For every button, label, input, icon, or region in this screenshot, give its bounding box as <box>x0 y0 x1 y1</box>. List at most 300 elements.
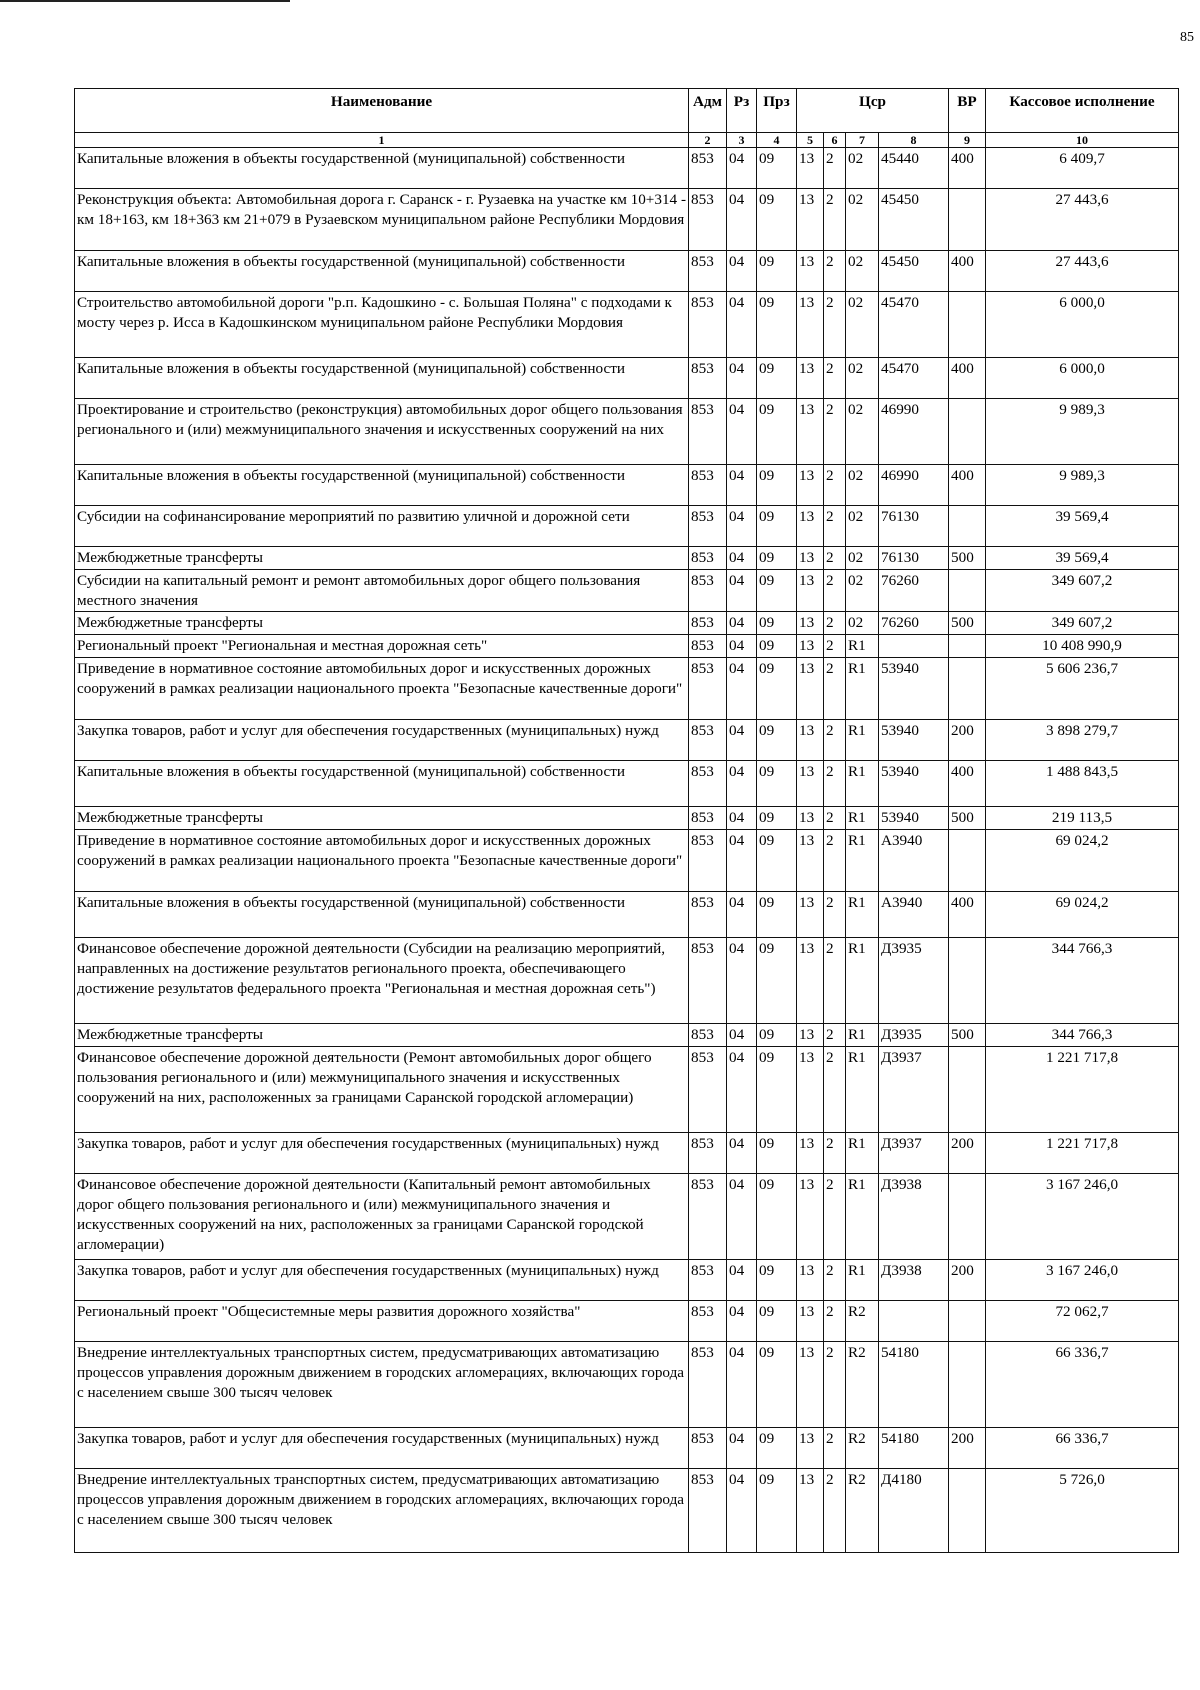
row-rz: 04 <box>727 189 757 251</box>
row-csr-direction: 76130 <box>879 547 949 570</box>
table-row <box>75 1133 1179 1174</box>
row-amount: 344 766,3 <box>986 1024 1179 1047</box>
row-csr-subprogram: 2 <box>824 189 846 251</box>
row-vr: 500 <box>949 807 986 830</box>
row-rz: 04 <box>727 1174 757 1260</box>
row-prz: 09 <box>757 830 797 892</box>
row-csr-subprogram: 2 <box>824 1342 846 1428</box>
header-vr: ВР <box>949 89 986 133</box>
row-amount: 72 062,7 <box>986 1301 1179 1342</box>
row-prz: 09 <box>757 547 797 570</box>
row-csr-program: 13 <box>797 720 824 761</box>
row-csr-subprogram: 2 <box>824 761 846 807</box>
row-rz: 04 <box>727 1342 757 1428</box>
row-rz: 04 <box>727 547 757 570</box>
row-rz: 04 <box>727 807 757 830</box>
row-vr <box>949 292 986 358</box>
row-adm: 853 <box>689 720 727 761</box>
row-csr-program: 13 <box>797 506 824 547</box>
row-amount: 3 898 279,7 <box>986 720 1179 761</box>
row-prz: 09 <box>757 1024 797 1047</box>
row-vr: 400 <box>949 892 986 938</box>
table-row <box>75 938 1179 1024</box>
row-csr-subprogram: 2 <box>824 251 846 292</box>
row-csr-direction: 76260 <box>879 612 949 635</box>
row-rz: 04 <box>727 635 757 658</box>
row-csr-program: 13 <box>797 570 824 612</box>
table-row <box>75 570 1179 612</box>
row-csr-subprogram: 2 <box>824 506 846 547</box>
row-csr-event: 02 <box>846 189 879 251</box>
row-csr-program: 13 <box>797 612 824 635</box>
row-csr-direction: Д3937 <box>879 1047 949 1133</box>
row-vr: 200 <box>949 1428 986 1469</box>
row-prz: 09 <box>757 399 797 465</box>
row-adm: 853 <box>689 1133 727 1174</box>
row-csr-direction: 45470 <box>879 358 949 399</box>
row-name: Капитальные вложения в объекты государственной (муниципальной) собственности <box>75 251 689 292</box>
column-number: 5 <box>797 133 824 148</box>
row-rz: 04 <box>727 1428 757 1469</box>
row-name: Проектирование и строительство (реконструкция) автомобильных дорог общего пользования регионального и (или) межмуниципального значения и искусственных сооружений на них <box>75 399 689 465</box>
row-csr-event: R2 <box>846 1469 879 1553</box>
row-name: Региональный проект "Региональная и местная дорожная сеть" <box>75 635 689 658</box>
row-csr-event: 02 <box>846 251 879 292</box>
row-csr-direction: А3940 <box>879 830 949 892</box>
row-adm: 853 <box>689 570 727 612</box>
row-amount: 69 024,2 <box>986 892 1179 938</box>
column-number: 7 <box>846 133 879 148</box>
row-rz: 04 <box>727 1469 757 1553</box>
row-rz: 04 <box>727 506 757 547</box>
table-row <box>75 189 1179 251</box>
row-rz: 04 <box>727 1260 757 1301</box>
row-csr-event: R1 <box>846 1174 879 1260</box>
row-csr-event: 02 <box>846 292 879 358</box>
row-rz: 04 <box>727 658 757 720</box>
row-csr-direction: 53940 <box>879 658 949 720</box>
row-name: Строительство автомобильной дороги "р.п. Кадошкино - с. Большая Поляна" с подходами к мосту через р. Исса в Кадошкинском муниципальном районе Республики Мордовия <box>75 292 689 358</box>
row-adm: 853 <box>689 1428 727 1469</box>
row-vr <box>949 938 986 1024</box>
row-vr: 500 <box>949 1024 986 1047</box>
row-vr: 200 <box>949 1260 986 1301</box>
row-adm: 853 <box>689 1260 727 1301</box>
row-amount: 10 408 990,9 <box>986 635 1179 658</box>
row-csr-direction: 76130 <box>879 506 949 547</box>
row-csr-subprogram: 2 <box>824 658 846 720</box>
row-amount: 27 443,6 <box>986 251 1179 292</box>
row-csr-event: 02 <box>846 148 879 189</box>
row-csr-program: 13 <box>797 635 824 658</box>
row-adm: 853 <box>689 1342 727 1428</box>
table-row <box>75 1047 1179 1133</box>
row-prz: 09 <box>757 1469 797 1553</box>
row-name: Субсидии на софинансирование мероприятий по развитию уличной и дорожной сети <box>75 506 689 547</box>
table-row <box>75 1174 1179 1260</box>
column-number: 6 <box>824 133 846 148</box>
row-csr-program: 13 <box>797 1024 824 1047</box>
row-amount: 219 113,5 <box>986 807 1179 830</box>
row-csr-subprogram: 2 <box>824 635 846 658</box>
row-csr-subprogram: 2 <box>824 1428 846 1469</box>
row-vr: 200 <box>949 1133 986 1174</box>
row-prz: 09 <box>757 1174 797 1260</box>
table-row <box>75 1024 1179 1047</box>
row-amount: 3 167 246,0 <box>986 1260 1179 1301</box>
row-prz: 09 <box>757 506 797 547</box>
row-amount: 344 766,3 <box>986 938 1179 1024</box>
row-vr <box>949 635 986 658</box>
table-row <box>75 358 1179 399</box>
row-csr-direction: Д3935 <box>879 1024 949 1047</box>
row-csr-direction: Д3938 <box>879 1174 949 1260</box>
row-name: Реконструкция объекта: Автомобильная дорога г. Саранск - г. Рузаевка на участке км 10+314 - км 18+163, км 18+363 км 21+079 в Рузаевском муниципальном районе Республики Мордовия <box>75 189 689 251</box>
row-prz: 09 <box>757 720 797 761</box>
header-rz: Рз <box>727 89 757 133</box>
row-vr: 400 <box>949 358 986 399</box>
row-name: Капитальные вложения в объекты государственной (муниципальной) собственности <box>75 465 689 506</box>
row-csr-direction: Д3937 <box>879 1133 949 1174</box>
row-csr-direction: А3940 <box>879 892 949 938</box>
row-vr: 400 <box>949 465 986 506</box>
row-csr-program: 13 <box>797 1133 824 1174</box>
row-csr-subprogram: 2 <box>824 292 846 358</box>
row-prz: 09 <box>757 1260 797 1301</box>
row-rz: 04 <box>727 358 757 399</box>
row-csr-direction: 46990 <box>879 399 949 465</box>
row-name: Внедрение интеллектуальных транспортных систем, предусматривающих автоматизацию процессов управления дорожным движением в городских агломерациях, включающих города с населением свыше 300 тысяч человек <box>75 1342 689 1428</box>
row-csr-program: 13 <box>797 148 824 189</box>
row-name: Субсидии на капитальный ремонт и ремонт автомобильных дорог общего пользования местного значения <box>75 570 689 612</box>
row-vr: 400 <box>949 251 986 292</box>
row-adm: 853 <box>689 635 727 658</box>
row-csr-direction: Д3935 <box>879 938 949 1024</box>
top-edge-rule <box>0 0 290 2</box>
row-rz: 04 <box>727 720 757 761</box>
column-number: 3 <box>727 133 757 148</box>
row-csr-direction: 76260 <box>879 570 949 612</box>
row-csr-direction: 54180 <box>879 1428 949 1469</box>
row-adm: 853 <box>689 612 727 635</box>
row-adm: 853 <box>689 1301 727 1342</box>
row-csr-direction: Д3938 <box>879 1260 949 1301</box>
column-number: 2 <box>689 133 727 148</box>
table-row <box>75 399 1179 465</box>
row-csr-direction: 45440 <box>879 148 949 189</box>
row-name: Региональный проект "Общесистемные меры развития дорожного хозяйства" <box>75 1301 689 1342</box>
row-vr <box>949 830 986 892</box>
row-csr-event: 02 <box>846 612 879 635</box>
row-vr <box>949 1301 986 1342</box>
row-csr-program: 13 <box>797 399 824 465</box>
row-name: Капитальные вложения в объекты государственной (муниципальной) собственности <box>75 358 689 399</box>
row-name: Закупка товаров, работ и услуг для обеспечения государственных (муниципальных) нужд <box>75 720 689 761</box>
row-csr-event: R1 <box>846 635 879 658</box>
row-name: Межбюджетные трансферты <box>75 612 689 635</box>
table-row <box>75 720 1179 761</box>
row-csr-subprogram: 2 <box>824 570 846 612</box>
row-csr-subprogram: 2 <box>824 1133 846 1174</box>
row-csr-subprogram: 2 <box>824 892 846 938</box>
row-csr-subprogram: 2 <box>824 1301 846 1342</box>
row-vr <box>949 1469 986 1553</box>
row-csr-subprogram: 2 <box>824 1024 846 1047</box>
row-name: Капитальные вложения в объекты государственной (муниципальной) собственности <box>75 148 689 189</box>
row-csr-program: 13 <box>797 1260 824 1301</box>
row-prz: 09 <box>757 148 797 189</box>
row-csr-event: R1 <box>846 1133 879 1174</box>
table-header-row <box>75 89 1179 133</box>
row-name: Закупка товаров, работ и услуг для обеспечения государственных (муниципальных) нужд <box>75 1133 689 1174</box>
row-vr <box>949 1342 986 1428</box>
row-vr <box>949 399 986 465</box>
row-name: Межбюджетные трансферты <box>75 1024 689 1047</box>
row-vr: 200 <box>949 720 986 761</box>
row-csr-program: 13 <box>797 358 824 399</box>
row-amount: 5 606 236,7 <box>986 658 1179 720</box>
row-name: Приведение в нормативное состояние автомобильных дорог и искусственных дорожных сооружений в рамках реализации национального проекта "Безопасные качественные дороги" <box>75 658 689 720</box>
row-rz: 04 <box>727 761 757 807</box>
row-prz: 09 <box>757 358 797 399</box>
table-row <box>75 761 1179 807</box>
row-name: Финансовое обеспечение дорожной деятельности (Ремонт автомобильных дорог общего пользования регионального и (или) межмуниципального значения и искусственных сооружений на них, расположенных за границами Саранской городской агломерации) <box>75 1047 689 1133</box>
header-amount: Кассовое исполнение <box>986 89 1179 133</box>
row-csr-subprogram: 2 <box>824 938 846 1024</box>
row-adm: 853 <box>689 506 727 547</box>
row-name: Финансовое обеспечение дорожной деятельности (Субсидии на реализацию мероприятий, направленных на достижение результатов регионального проекта, обеспечивающего достижение результатов федерального проекта "Региональная и местная дорожная сеть") <box>75 938 689 1024</box>
row-amount: 349 607,2 <box>986 570 1179 612</box>
row-prz: 09 <box>757 658 797 720</box>
row-csr-program: 13 <box>797 761 824 807</box>
row-csr-direction: 53940 <box>879 761 949 807</box>
row-csr-subprogram: 2 <box>824 1174 846 1260</box>
row-vr: 500 <box>949 547 986 570</box>
row-csr-direction <box>879 1301 949 1342</box>
row-amount: 69 024,2 <box>986 830 1179 892</box>
row-prz: 09 <box>757 465 797 506</box>
row-adm: 853 <box>689 358 727 399</box>
row-adm: 853 <box>689 1174 727 1260</box>
row-name: Приведение в нормативное состояние автомобильных дорог и искусственных дорожных сооружений в рамках реализации национального проекта "Безопасные качественные дороги" <box>75 830 689 892</box>
row-csr-direction: 45450 <box>879 189 949 251</box>
header-adm: Адм <box>689 89 727 133</box>
column-number-row <box>75 133 1179 148</box>
row-csr-event: R1 <box>846 830 879 892</box>
row-adm: 853 <box>689 399 727 465</box>
row-csr-program: 13 <box>797 1342 824 1428</box>
row-csr-subprogram: 2 <box>824 807 846 830</box>
header-name: Наименование <box>75 89 689 133</box>
row-vr: 500 <box>949 612 986 635</box>
row-adm: 853 <box>689 292 727 358</box>
row-csr-direction: 53940 <box>879 807 949 830</box>
row-prz: 09 <box>757 635 797 658</box>
table-row <box>75 1301 1179 1342</box>
row-rz: 04 <box>727 1301 757 1342</box>
row-vr <box>949 1174 986 1260</box>
row-adm: 853 <box>689 938 727 1024</box>
row-amount: 9 989,3 <box>986 465 1179 506</box>
row-amount: 6 409,7 <box>986 148 1179 189</box>
column-number: 4 <box>757 133 797 148</box>
row-adm: 853 <box>689 807 727 830</box>
row-csr-program: 13 <box>797 251 824 292</box>
row-csr-direction: 46990 <box>879 465 949 506</box>
table-row <box>75 635 1179 658</box>
row-name: Капитальные вложения в объекты государственной (муниципальной) собственности <box>75 761 689 807</box>
header-prz: Прз <box>757 89 797 133</box>
row-rz: 04 <box>727 938 757 1024</box>
row-amount: 1 221 717,8 <box>986 1133 1179 1174</box>
row-vr <box>949 570 986 612</box>
row-adm: 853 <box>689 830 727 892</box>
row-csr-program: 13 <box>797 1174 824 1260</box>
column-number: 9 <box>949 133 986 148</box>
table-row <box>75 1428 1179 1469</box>
row-csr-program: 13 <box>797 189 824 251</box>
row-csr-program: 13 <box>797 292 824 358</box>
row-rz: 04 <box>727 1133 757 1174</box>
row-amount: 39 569,4 <box>986 506 1179 547</box>
row-prz: 09 <box>757 761 797 807</box>
row-amount: 6 000,0 <box>986 292 1179 358</box>
table-row <box>75 465 1179 506</box>
table-row <box>75 830 1179 892</box>
row-rz: 04 <box>727 148 757 189</box>
row-amount: 27 443,6 <box>986 189 1179 251</box>
row-prz: 09 <box>757 1047 797 1133</box>
row-csr-event: R1 <box>846 658 879 720</box>
row-prz: 09 <box>757 570 797 612</box>
column-number: 10 <box>986 133 1179 148</box>
row-csr-program: 13 <box>797 1469 824 1553</box>
table-row <box>75 506 1179 547</box>
budget-execution-table <box>74 88 1179 1553</box>
table-row <box>75 547 1179 570</box>
row-csr-subprogram: 2 <box>824 1469 846 1553</box>
row-csr-event: 02 <box>846 465 879 506</box>
row-adm: 853 <box>689 148 727 189</box>
row-csr-event: R1 <box>846 892 879 938</box>
column-number: 1 <box>75 133 689 148</box>
row-vr: 400 <box>949 761 986 807</box>
row-name: Межбюджетные трансферты <box>75 807 689 830</box>
row-csr-subprogram: 2 <box>824 148 846 189</box>
row-vr <box>949 189 986 251</box>
row-rz: 04 <box>727 251 757 292</box>
row-csr-direction: 54180 <box>879 1342 949 1428</box>
row-csr-event: R1 <box>846 720 879 761</box>
row-csr-subprogram: 2 <box>824 720 846 761</box>
table-row <box>75 612 1179 635</box>
row-csr-direction: 53940 <box>879 720 949 761</box>
row-csr-program: 13 <box>797 1428 824 1469</box>
row-prz: 09 <box>757 189 797 251</box>
row-rz: 04 <box>727 1024 757 1047</box>
row-csr-event: 02 <box>846 358 879 399</box>
table-row <box>75 148 1179 189</box>
row-adm: 853 <box>689 547 727 570</box>
row-csr-program: 13 <box>797 547 824 570</box>
row-adm: 853 <box>689 1469 727 1553</box>
row-prz: 09 <box>757 1342 797 1428</box>
row-csr-subprogram: 2 <box>824 465 846 506</box>
row-prz: 09 <box>757 251 797 292</box>
row-csr-subprogram: 2 <box>824 399 846 465</box>
row-adm: 853 <box>689 658 727 720</box>
table-row <box>75 892 1179 938</box>
page-number: 85 <box>1180 30 1194 45</box>
row-vr: 400 <box>949 148 986 189</box>
table-row <box>75 1342 1179 1428</box>
row-amount: 349 607,2 <box>986 612 1179 635</box>
row-csr-event: R1 <box>846 938 879 1024</box>
row-csr-program: 13 <box>797 465 824 506</box>
row-csr-subprogram: 2 <box>824 830 846 892</box>
row-csr-event: 02 <box>846 399 879 465</box>
row-csr-direction: 45450 <box>879 251 949 292</box>
row-adm: 853 <box>689 761 727 807</box>
row-csr-event: 02 <box>846 506 879 547</box>
row-csr-direction: 45470 <box>879 292 949 358</box>
row-rz: 04 <box>727 892 757 938</box>
column-number: 8 <box>879 133 949 148</box>
row-csr-program: 13 <box>797 1301 824 1342</box>
row-csr-subprogram: 2 <box>824 1047 846 1133</box>
row-prz: 09 <box>757 612 797 635</box>
row-csr-event: R1 <box>846 807 879 830</box>
row-csr-program: 13 <box>797 938 824 1024</box>
row-prz: 09 <box>757 938 797 1024</box>
row-name: Межбюджетные трансферты <box>75 547 689 570</box>
header-csr: Цср <box>797 89 949 133</box>
row-csr-direction <box>879 635 949 658</box>
row-csr-event: R1 <box>846 1260 879 1301</box>
row-rz: 04 <box>727 399 757 465</box>
row-adm: 853 <box>689 465 727 506</box>
row-adm: 853 <box>689 189 727 251</box>
row-csr-program: 13 <box>797 807 824 830</box>
row-csr-event: R1 <box>846 1024 879 1047</box>
row-name: Закупка товаров, работ и услуг для обеспечения государственных (муниципальных) нужд <box>75 1428 689 1469</box>
row-amount: 1 488 843,5 <box>986 761 1179 807</box>
row-prz: 09 <box>757 1428 797 1469</box>
row-amount: 6 000,0 <box>986 358 1179 399</box>
row-amount: 3 167 246,0 <box>986 1174 1179 1260</box>
row-csr-event: R2 <box>846 1428 879 1469</box>
row-amount: 1 221 717,8 <box>986 1047 1179 1133</box>
row-csr-event: 02 <box>846 547 879 570</box>
table-row <box>75 292 1179 358</box>
row-prz: 09 <box>757 1133 797 1174</box>
row-amount: 66 336,7 <box>986 1342 1179 1428</box>
table-row <box>75 1469 1179 1553</box>
row-adm: 853 <box>689 251 727 292</box>
row-prz: 09 <box>757 1301 797 1342</box>
row-csr-subprogram: 2 <box>824 547 846 570</box>
row-prz: 09 <box>757 807 797 830</box>
row-amount: 39 569,4 <box>986 547 1179 570</box>
row-csr-subprogram: 2 <box>824 612 846 635</box>
row-csr-event: R2 <box>846 1342 879 1428</box>
row-rz: 04 <box>727 830 757 892</box>
row-name: Внедрение интеллектуальных транспортных систем, предусматривающих автоматизацию процессов управления дорожным движением в городских агломерациях, включающих города с населением свыше 300 тысяч человек <box>75 1469 689 1553</box>
row-adm: 853 <box>689 1047 727 1133</box>
row-vr <box>949 658 986 720</box>
row-csr-subprogram: 2 <box>824 358 846 399</box>
row-csr-event: R2 <box>846 1301 879 1342</box>
